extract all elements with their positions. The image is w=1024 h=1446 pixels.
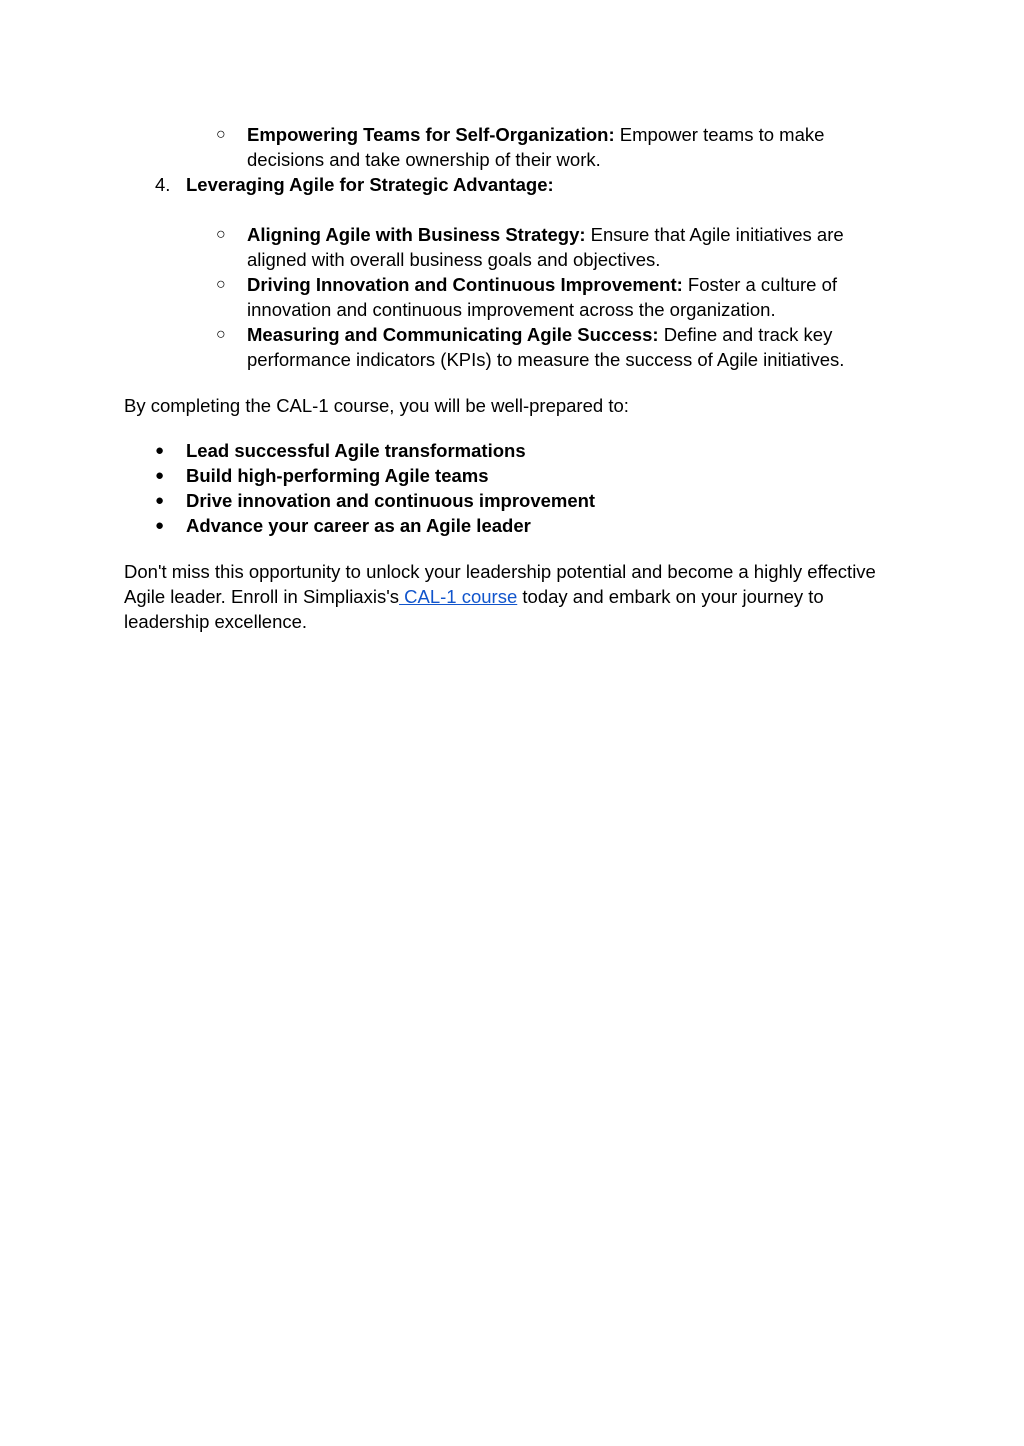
bullet-list-item [0,438,1024,463]
bullet-text: Advance your career as an Agile leader [186,515,531,536]
sub-list-item [0,322,1024,372]
bullet-text: Drive innovation and continuous improvement [186,490,596,511]
numbered-item-title: Leveraging Agile for Strategic Advantage: [186,174,554,195]
intro-paragraph: By completing the CAL-1 course, you will be well-prepared to: [124,395,629,416]
circle-bullet-icon: ○ [216,226,226,243]
dot-bullet-icon: ● [155,467,165,484]
sub-list-item [0,272,1024,322]
dot-bullet-icon: ● [155,517,165,534]
bullet-text: Lead successful Agile transformations [186,440,526,461]
bullet-text: Build high-performing Agile teams [186,465,489,486]
sub-item-title: Aligning Agile with Business Strategy: [247,224,586,245]
sub-item-text: Ensure that Agile initiatives are aligned with overall business goals and objectives. [247,224,844,270]
bullet-list-item [0,463,1024,488]
circle-bullet-icon: ○ [216,326,226,343]
sub-item-title: Driving Innovation and Continuous Improvement: [247,274,683,295]
list-number: 4. [155,174,171,195]
closing-text-after: today and embark on your journey to leadership excellence. [124,586,824,632]
circle-bullet-icon: ○ [216,126,226,143]
sub-list-item [0,222,1024,272]
sub-item-title: Measuring and Communicating Agile Success: [247,324,659,345]
sub-item-text: Empower teams to make decisions and take ownership of their work. [247,124,825,170]
sub-item-text: Define and track key performance indicators (KPIs) to measure the success of Agile initiatives. [247,324,845,370]
bullet-list-item [0,488,1024,513]
closing-paragraph [124,559,914,634]
sub-item-text: Foster a culture of innovation and continuous improvement across the organization. [247,274,838,320]
sub-item-title: Empowering Teams for Self-Organization: [247,124,615,145]
bullet-list-item [0,513,1024,538]
circle-bullet-icon: ○ [216,276,226,293]
closing-text-before: Don't miss this opportunity to unlock your leadership potential and become a highly effective Agile leader. Enroll in Simpliaxis's [124,561,876,607]
dot-bullet-icon: ● [155,492,165,509]
dot-bullet-icon: ● [155,442,165,459]
sub-list-item [0,122,1024,172]
course-link[interactable]: CAL-1 course [399,586,518,607]
numbered-list-item [0,172,1024,197]
